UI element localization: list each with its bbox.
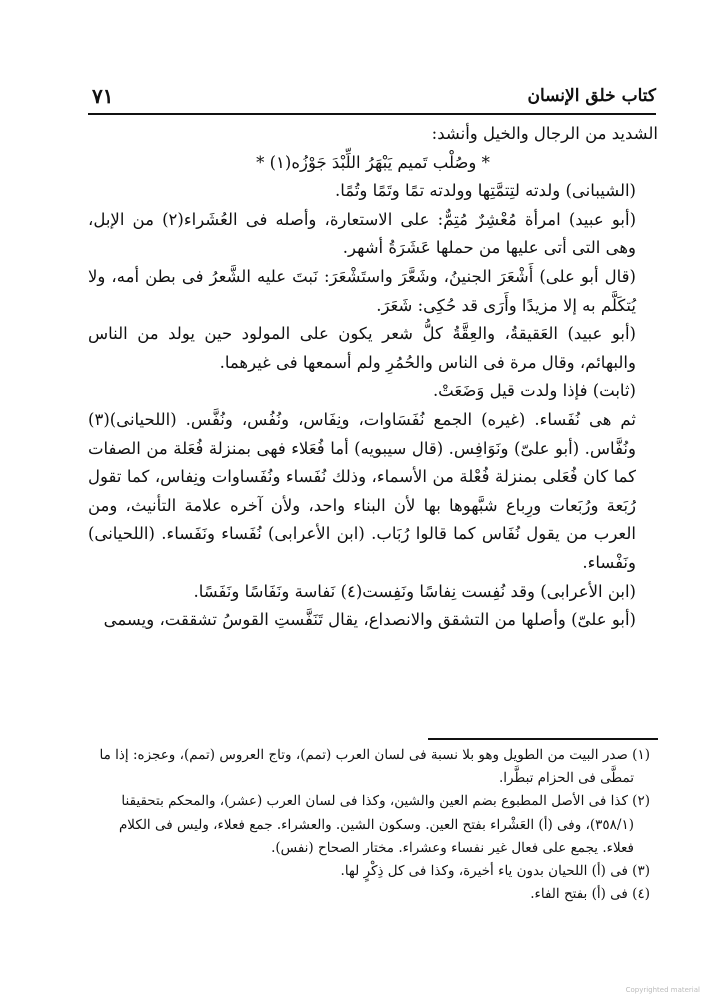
- book-title: كتاب خلق الإنسان: [527, 86, 656, 106]
- footnote-1: (١) صدر البيت من الطويل وهو بلا نسبة فى لسان العرب (تمم)، وتاج العروس (تمم)، وعجزه: إذا ما: [99, 747, 650, 763]
- header-divider: [88, 113, 656, 115]
- paragraph: (ابن الأعرابى) وقد نُفِست نِفاسًا ونَفِست(٤) نَفاسة ونَفَاسًا ونَفَسًا.: [193, 581, 636, 601]
- footnote-3: (٣) فى (أ) اللحيان بدون ياء أخيرة، وكذا فى كل ذِكْرٍ لها.: [340, 863, 650, 880]
- paragraph: (أبو علىّ) وأصلها من التشقق والانصداع، يقال تَنَفَّستِ القوسُ تشققت، ويسمى: [103, 610, 636, 630]
- footnote-1-continued: تمطَّى فى الحزام تبطَّرا.: [499, 770, 634, 787]
- paragraph: ثم هى نُفَساء. (غيره) الجمع نُفَسَاوات، ونِفَاس، ونُفُس، ونُفَّس. (اللحيانى)(٣) ونُفَّاس. (أبو علىّ) ونَوَافِس. (قال سيبويه) أما فُعَلاء فهى بمنزلة فُعَلة من الصفات كما كان فُعَلى بمنزلة فُعْلة من الأسماء، وذلك نُفَساء ونُفَساوات ونِفاس، كما تقول رُبَعة ورُبَعات ورِباع شبَّهوها بها لأن البناء واحد، ولأن آخره علامة التأنيث، ومن العرب من يقول نُفَاس كما قالوا رُبَاب. (ابن الأعرابى) نُفَساء ونَفَساء. (اللحيانى) ونَفْساء.: [88, 409, 636, 572]
- footnote-4: (٤) فى (أ) بفتح الفاء.: [530, 886, 650, 903]
- footnotes: [88, 744, 658, 906]
- footnote-2: (٢) كذا فى الأصل المطبوع بضم العين والشين، وكذا فى لسان العرب (عشر)، والمحكم بتحقيقنا: [121, 793, 650, 810]
- paragraph: الشديد من الرجال والخيل وأنشد:: [431, 124, 658, 143]
- verse-line: * وصُلْب تَميم يَبْهَرُ اللِّبْدَ جَوْزُه(١) *: [256, 152, 490, 172]
- footnote-divider: [428, 738, 658, 740]
- paragraph: (أبو عبيد) امرأة مُعْشِرٌ مُتِمٌّ: على الاستعارة، وأصله فى العُشَراء(٢) من الإبل، وهى التى أتى عليها من حملها عَشَرَةُ أشهر.: [88, 209, 637, 258]
- copyright-watermark: Copyrighted material: [625, 986, 700, 994]
- page-number: ٧١: [92, 84, 114, 108]
- paragraph: (الشيبانى) ولدته لتِتمَّتِها وولدته تمًا وتَمًا وتُمًا.: [335, 181, 636, 201]
- running-header: [88, 84, 656, 112]
- footnote-2-continued: فعلاء. يجمع على فعال غير نفساء وعشراء. مختار الصحاح (نفس).: [271, 839, 634, 856]
- footnote-2-continued: (٣٥٨/١)، وفى (أ) العَشْراء بفتح العين. وسكون الشين. والعشراء. جمع فعلاء، وليس فى الكلام: [118, 816, 634, 833]
- paragraph: (قال أبو على) أَشْعَرَ الجنينُ، وشَعَّرَ واستَشْعَرَ: نَبتَ عليه الشَّعرُ فى بطن أمه، ولا يُتكَلَّم به إلا مزيدًا وأَرَى قد حُكِى: شَعَرَ.: [88, 266, 636, 315]
- main-text: [88, 120, 658, 635]
- paragraph: (ثابت) فإذا ولدت قيل وَضَعَتْ.: [432, 381, 636, 401]
- paragraph: (أبو عبيد) العَقيقةُ، والعِقَّةُ كلُّ شعر يكون على المولود حين يولد من الناس والبهائم، وقال مرة فى الناس والحُمُرِ ولم أسمعها فى غيرهما.: [88, 324, 636, 372]
